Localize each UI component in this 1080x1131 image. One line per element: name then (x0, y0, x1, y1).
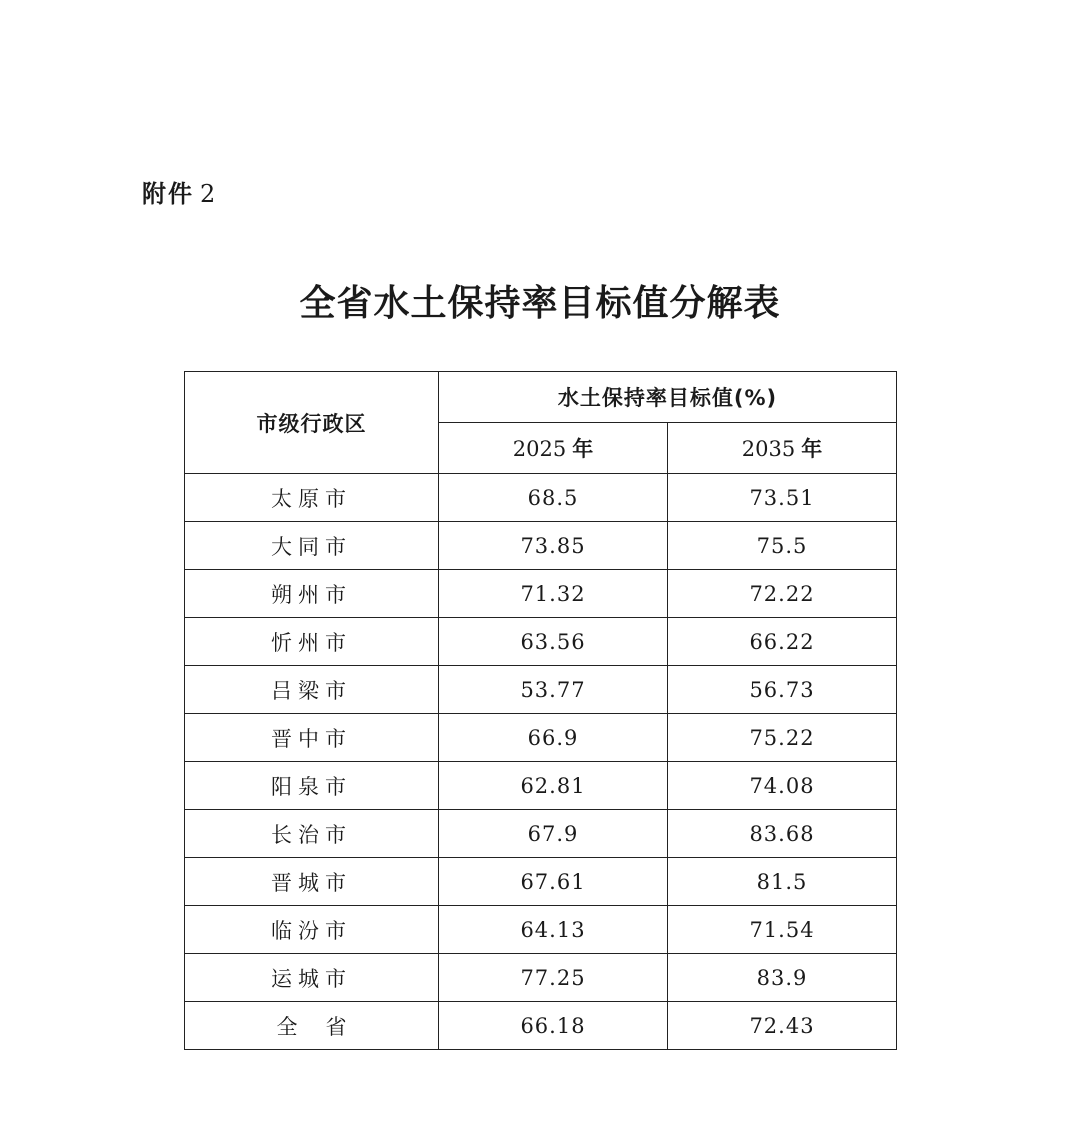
value-2025-cell: 66.9 (439, 714, 668, 762)
value-2035-cell: 66.22 (668, 618, 897, 666)
document-title: 全省水土保持率目标值分解表 (299, 282, 781, 324)
value-2025-cell: 62.81 (439, 762, 668, 810)
region-cell: 运城市 (185, 954, 439, 1002)
value-2035-cell: 56.73 (668, 666, 897, 714)
table-row (185, 810, 897, 858)
value-2035-cell: 81.5 (668, 858, 897, 906)
value-2025-cell: 67.9 (439, 810, 668, 858)
value-2035-cell: 83.68 (668, 810, 897, 858)
region-header-text: 市级行政区 (256, 411, 367, 436)
table-row (185, 474, 897, 522)
region-cell: 阳泉市 (185, 762, 439, 810)
year-2035-unit: 年 (801, 437, 823, 461)
year-2035-number: 2035 (741, 437, 796, 461)
table-row (185, 858, 897, 906)
region-cell: 临汾市 (185, 906, 439, 954)
attachment-number: 2 (200, 180, 216, 208)
value-2025-cell: 77.25 (439, 954, 668, 1002)
year-2025-header (439, 423, 668, 474)
table-row (185, 954, 897, 1002)
year-2025-number: 2025 (512, 437, 567, 461)
value-2025-cell: 67.61 (439, 858, 668, 906)
table-row (185, 618, 897, 666)
total-value-2025-cell: 66.18 (439, 1002, 668, 1050)
region-cell: 朔州市 (185, 570, 439, 618)
region-cell: 忻州市 (185, 618, 439, 666)
region-cell: 长治市 (185, 810, 439, 858)
value-2025-cell: 68.5 (439, 474, 668, 522)
value-2035-cell: 75.22 (668, 714, 897, 762)
total-value-2035-cell: 72.43 (668, 1002, 897, 1050)
value-2025-cell: 73.85 (439, 522, 668, 570)
region-cell: 晋中市 (185, 714, 439, 762)
value-2035-cell: 83.9 (668, 954, 897, 1002)
value-2035-cell: 75.5 (668, 522, 897, 570)
target-group-header (439, 372, 897, 423)
table-row (185, 714, 897, 762)
value-2035-cell: 74.08 (668, 762, 897, 810)
region-cell: 大同市 (185, 522, 439, 570)
target-group-header-text: 水土保持率目标值(%) (557, 386, 778, 410)
table-row (185, 570, 897, 618)
region-cell: 晋城市 (185, 858, 439, 906)
region-column-header (185, 372, 439, 474)
table-total-row (185, 1002, 897, 1050)
attachment-text: 附件 (142, 180, 194, 208)
target-value-table (184, 371, 897, 1050)
region-cell: 吕梁市 (185, 666, 439, 714)
table-row (185, 522, 897, 570)
table-row (185, 666, 897, 714)
attachment-label (142, 178, 215, 210)
year-2035-header (668, 423, 897, 474)
value-2035-cell: 71.54 (668, 906, 897, 954)
table-row (185, 906, 897, 954)
value-2035-cell: 72.22 (668, 570, 897, 618)
value-2025-cell: 53.77 (439, 666, 668, 714)
value-2025-cell: 64.13 (439, 906, 668, 954)
value-2035-cell: 73.51 (668, 474, 897, 522)
year-2025-unit: 年 (572, 437, 594, 461)
table-row (185, 762, 897, 810)
table-header-row (185, 372, 897, 423)
total-region-cell: 全省 (185, 1002, 439, 1050)
region-cell: 太原市 (185, 474, 439, 522)
value-2025-cell: 63.56 (439, 618, 668, 666)
value-2025-cell: 71.32 (439, 570, 668, 618)
